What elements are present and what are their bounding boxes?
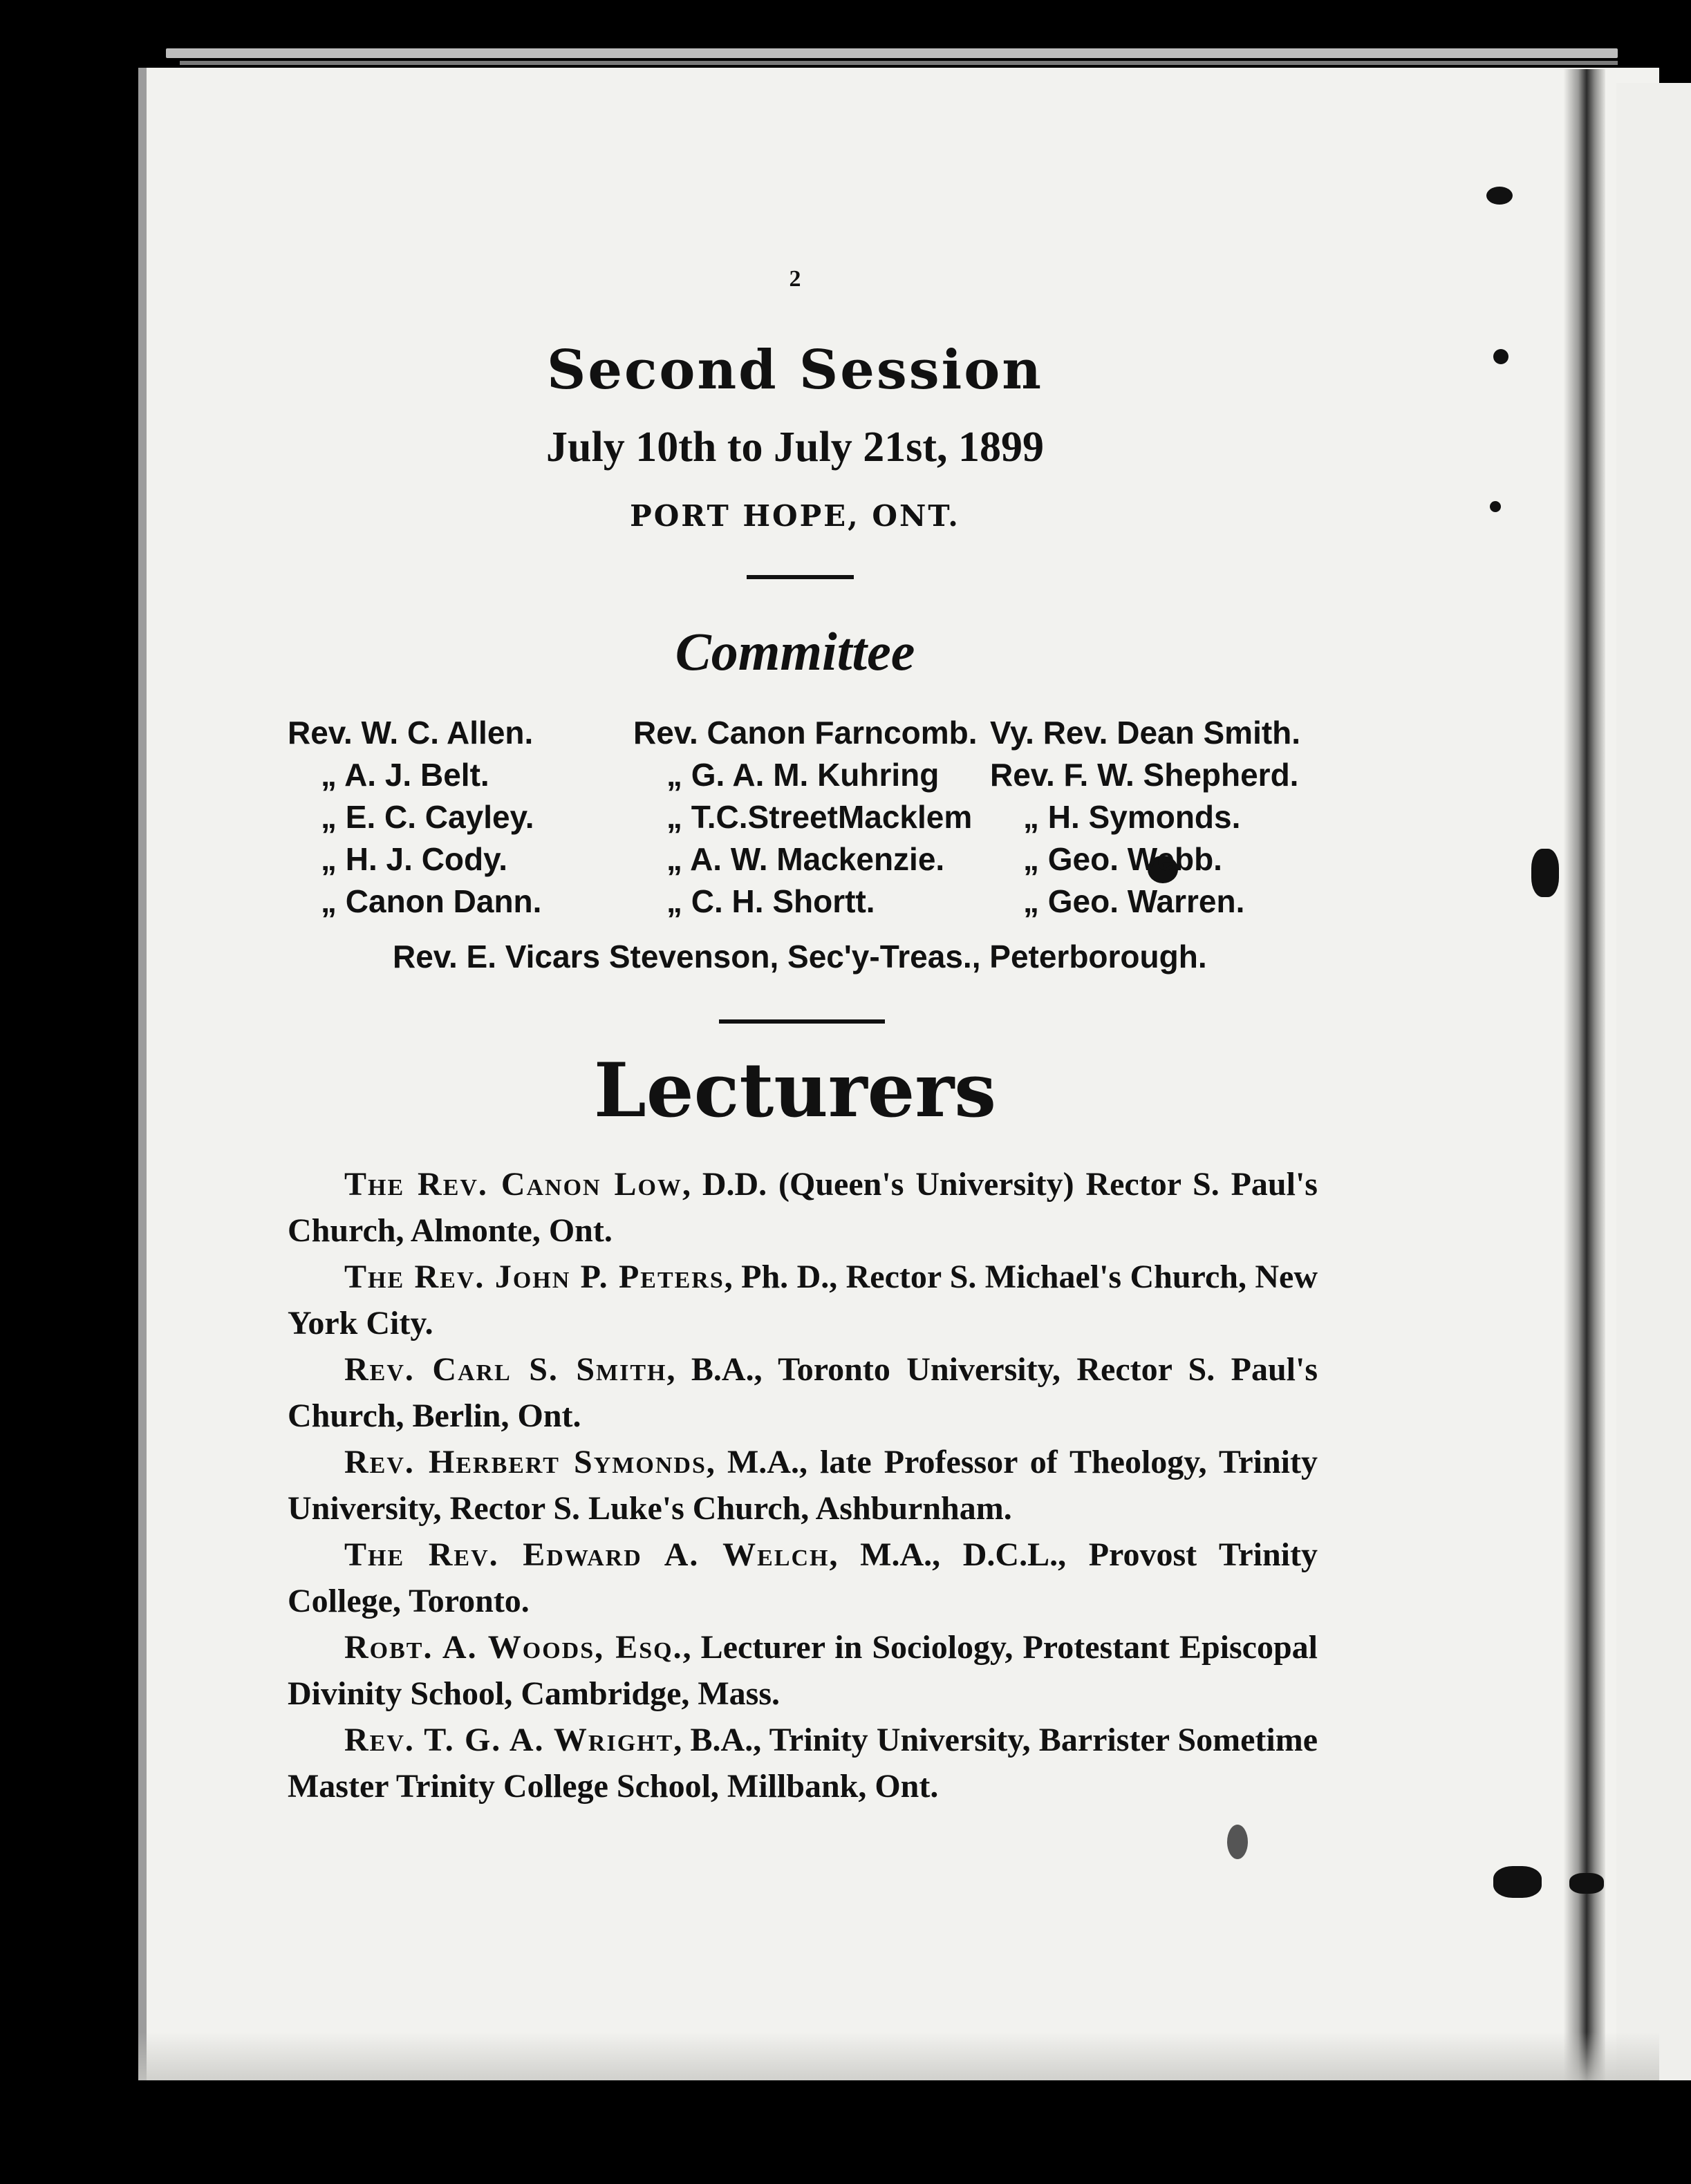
committee-heading: Committee: [675, 621, 915, 681]
committee-member: „ H. J. Cody.: [321, 841, 508, 877]
lecturer-name: The Rev. Canon Low: [344, 1166, 682, 1203]
committee-member: „ A. W. Mackenzie.: [666, 841, 945, 877]
committee-member: Vy. Rev. Dean Smith.: [990, 715, 1301, 751]
lecturer-name: Rev. T. G. A. Wright: [344, 1722, 674, 1758]
committee-column: [990, 712, 1300, 923]
lecturer-details: , M.A., D.C.L., Provost Trinity College, Toronto.: [288, 1536, 1318, 1619]
committee-secretary: Rev. E. Vicars Stevenson, Sec'y-Treas., Peterborough.: [393, 939, 1207, 975]
committee-member: „ Canon Dann.: [321, 883, 542, 919]
divider-rule: [719, 1019, 885, 1024]
lecturer-entry: [288, 1346, 1318, 1439]
committee-member: „ A. J. Belt.: [321, 757, 489, 793]
committee-member: „ C. H. Shortt.: [666, 883, 875, 919]
committee-column: [288, 712, 541, 923]
lecturer-entry: [288, 1254, 1318, 1346]
committee-member: „ G. A. M. Kuhring: [666, 757, 940, 793]
lecturer-entry: [288, 1439, 1318, 1532]
lecturer-entry: [288, 1532, 1318, 1624]
lecturer-name: The Rev. John P. Peters: [344, 1259, 725, 1295]
lecturer-name: The Rev. Edward A. Welch: [344, 1536, 830, 1573]
lecturer-name: Rev. Herbert Symonds: [344, 1444, 707, 1480]
committee-member: „ T.C.StreetMacklem: [666, 799, 973, 835]
lecturer-details: , Ph. D., Rector S. Michael's Church, New York City.: [288, 1259, 1318, 1342]
lecturer-details: , B.A., Trinity University, Barrister Sometime Master Trinity College School, Millbank, Ont.: [288, 1722, 1318, 1805]
lecturer-details: , M.A., late Professor of Theology, Trinity University, Rector S. Luke's Church, Ashburnham.: [288, 1444, 1318, 1527]
lecturer-name: Rev. Carl S. Smith: [344, 1351, 667, 1388]
committee-member: „ Geo. Webb.: [1023, 841, 1222, 877]
lecturers-list: [288, 1161, 1318, 1809]
divider-rule: [747, 575, 854, 579]
lecturer-details: , D.D. (Queen's University) Rector S. Paul's Church, Almonte, Ont.: [288, 1166, 1318, 1249]
committee-member: „ E. C. Cayley.: [321, 799, 534, 835]
committee-member: Rev. W. C. Allen.: [288, 715, 534, 751]
lecturer-details: , B.A., Toronto University, Rector S. Paul's Church, Berlin, Ont.: [288, 1351, 1318, 1434]
session-title: Second Session: [546, 339, 1044, 402]
lecturer-details: , Lecturer in Sociology, Protestant Episcopal Divinity School, Cambridge, Mass.: [288, 1629, 1318, 1712]
lecturer-name: Robt. A. Woods, Esq.: [344, 1629, 683, 1666]
committee-member: „ H. Symonds.: [1023, 799, 1241, 835]
committee-member: Rev. Canon Farncomb.: [633, 715, 978, 751]
page-number: 2: [789, 266, 801, 292]
lecturer-entry: [288, 1717, 1318, 1809]
lecturers-heading: Lecturers: [593, 1047, 997, 1134]
session-dates: July 10th to July 21st, 1899: [546, 424, 1044, 471]
committee-column: [633, 712, 978, 923]
lecturer-entry: [288, 1624, 1318, 1717]
session-place: PORT HOPE, ONT.: [630, 499, 960, 533]
committee-member: „ Geo. Warren.: [1023, 883, 1245, 919]
committee-member: Rev. F. W. Shepherd.: [990, 757, 1299, 793]
lecturer-entry: [288, 1161, 1318, 1254]
